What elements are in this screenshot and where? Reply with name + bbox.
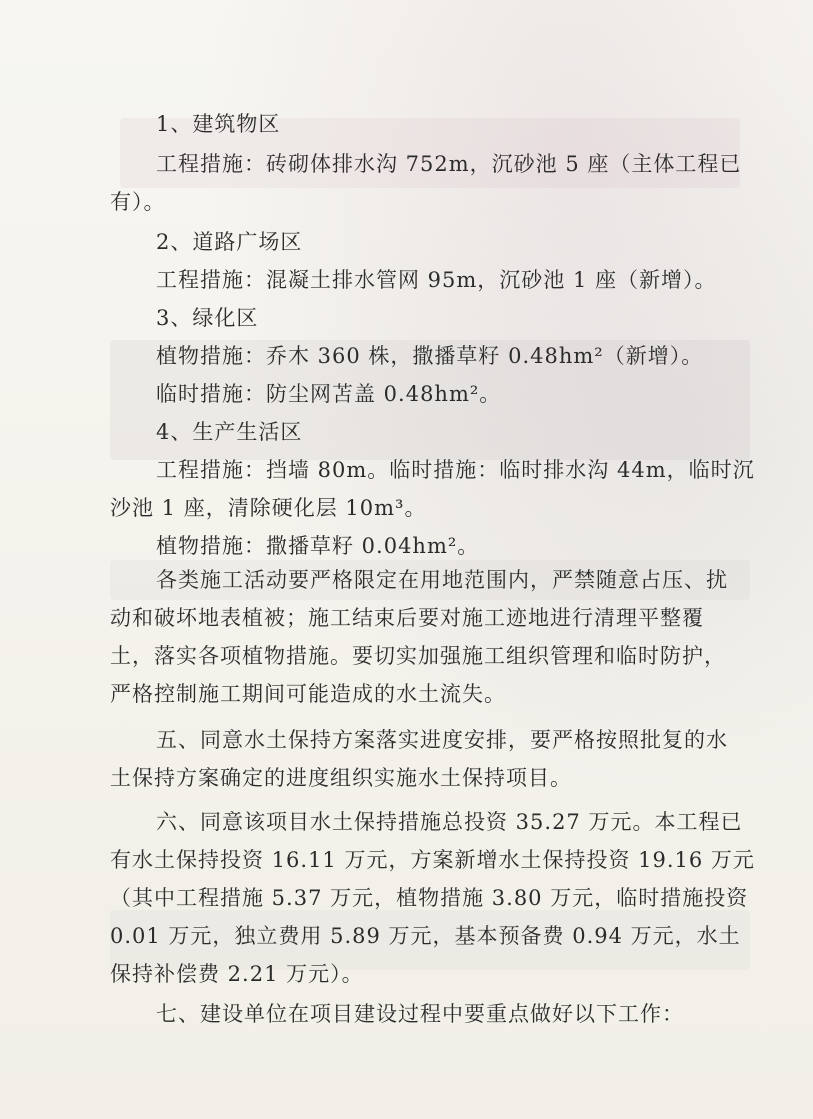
section-heading-building-area: 1、建筑物区 [156,112,281,136]
paragraph-line: 植物措施：撒播草籽 0.04hm²。 [156,534,480,558]
paragraph-line: 有水土保持投资 16.11 万元，方案新增水土保持投资 19.16 万元 [110,848,755,872]
paragraph-line: 工程措施：砖砌体排水沟 752m，沉砂池 5 座（主体工程已 [156,152,742,176]
section-heading-road-plaza-area: 2、道路广场区 [156,230,303,254]
section-heading-greening-area: 3、绿化区 [156,306,259,330]
paragraph-line: 工程措施：挡墙 80m。临时措施：临时排水沟 44m，临时沉 [156,458,755,482]
paragraph-item-six: 六、同意该项目水土保持措施总投资 35.27 万元。本工程已 [156,810,743,834]
paragraph-line: 有）。 [110,190,166,214]
paragraph-line: 严格控制施工期间可能造成的水土流失。 [110,682,506,706]
paragraph-item-five: 五、同意水土保持方案落实进度安排，要严格按照批复的水 [156,728,728,752]
paragraph-line: 各类施工活动要严格限定在用地范围内，严禁随意占压、扰 [156,568,728,592]
paragraph-line: 沙池 1 座，清除硬化层 10m³。 [110,496,427,520]
paragraph-line: （其中工程措施 5.37 万元，植物措施 3.80 万元，临时措施投资 [110,886,749,910]
paragraph-line: 保持补偿费 2.21 万元）。 [110,962,364,986]
section-heading-production-living-area: 4、生产生活区 [156,420,303,444]
paragraph-line: 工程措施：混凝土排水管网 95m，沉砂池 1 座（新增）。 [156,268,717,292]
paragraph-line: 植物措施：乔木 360 株，撒播草籽 0.48hm²（新增）。 [156,344,704,368]
paragraph-line: 土保持方案确定的进度组织实施水土保持项目。 [110,766,572,790]
paragraph-line: 0.01 万元，独立费用 5.89 万元，基本预备费 0.94 万元，水土 [110,924,741,948]
paragraph-line: 临时措施：防尘网苫盖 0.48hm²。 [156,382,502,406]
paragraph-line: 动和破坏地表植被；施工结束后要对施工迹地进行清理平整覆 [110,606,704,630]
paragraph-line: 土，落实各项植物措施。要切实加强施工组织管理和临时防护， [110,644,726,668]
paragraph-item-seven: 七、建设单位在项目建设过程中要重点做好以下工作： [156,1002,684,1026]
